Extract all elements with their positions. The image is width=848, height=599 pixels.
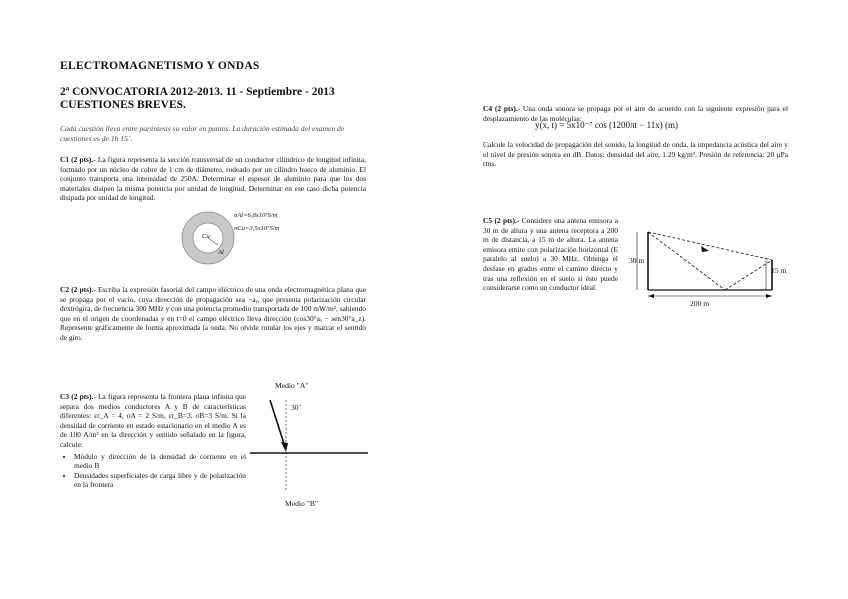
exam-note: Cada cuestión lleva entre paréntesis su valor en puntos. La duración estimada del examen de cuestiones es de 1h 15´.	[60, 124, 345, 143]
question-c3	[60, 392, 246, 490]
direct-path	[648, 232, 772, 260]
h1-label: 30 m	[629, 256, 645, 265]
c3-bullet: • Densidades superficiales de carga libre y de polarización en la frontera	[74, 471, 246, 490]
distance-label: 200 m	[690, 299, 710, 308]
medio-b-label: Medio "B"	[285, 499, 318, 508]
question-c2	[60, 285, 366, 343]
question-c5-head: C5 (2 pts).-	[483, 216, 520, 225]
question-c4-text2: Calcule la velocidad de propagación del sonido, la longitud de onda, la impedancia acústica del aire y el nivel de presión sonora en dB. Datos: densidad del aire, 1.29 kg/m³. Presión de referencia: 20 μPa rms.	[483, 140, 788, 169]
exam-convocatoria: 2ª CONVOCATORIA 2012-2013. 11 - Septiembre - 2013	[60, 86, 335, 98]
reflected-path-2	[725, 260, 772, 290]
c3-figure	[250, 390, 370, 500]
question-c1-head: C1 (2 pts).-	[60, 155, 96, 164]
reflected-path-1	[648, 232, 725, 290]
question-c3-head: C3 (2 pts).-	[60, 392, 96, 401]
c5-figure	[625, 220, 795, 315]
question-c5-text: Considere una antena emisora a 30 m de altura y una antena receptora a 200 m de distancia, a 15 m de altura. La antena emisora emite con polarización horizontal (E paralelo al suelo) a 30 MHz. Obtenga el desfase en grados entre el camino directo y tras una reflexión en el suelo si éste puede considerarse como un conductor ideal.	[483, 216, 618, 293]
question-c4-text: Una onda sonora se propaga por el aire de acuerdo con la siguiente expresión para el desplazamiento de las moléculas:	[483, 104, 788, 123]
c4-formula: y(x, t) = 5x10⁻⁷ cos (1200πt − 11x) (m)	[535, 120, 678, 130]
medio-a-label: Medio "A"	[275, 381, 309, 390]
section-title: CUESTIONES BREVES.	[60, 99, 186, 111]
c3-bullet-list	[60, 452, 246, 490]
sigma-cu-label: σCu=3,5x10⁷S/m	[234, 225, 280, 232]
arrow-head-icon	[701, 246, 709, 252]
fig-outer-label: Al	[218, 249, 224, 256]
h2-label: 15 m	[771, 266, 787, 275]
question-c4-head: C4 (2 pts).-	[483, 104, 521, 113]
question-c3-text: La figura representa la frontera plana infinita que separa dos medios conductores A y B de características diferentes: εr_A = 4, σA = 2 S/m, εr_B=3, σB=3 S/m. Si la densidad de corriente en estado estacionario en el medio A es de 100 A/m² en la dirección y sentido señalado en la figura, calcule:	[60, 392, 246, 449]
angle-label: 30˚	[291, 403, 302, 412]
fig-core-label: Cu	[202, 233, 210, 240]
question-c5	[483, 216, 618, 293]
c1-figure	[178, 210, 298, 270]
exam-title: ELECTROMAGNETISMO Y ONDAS	[60, 60, 260, 72]
question-c1-text: La figura representa la sección transversal de un conductor cilíndrico de longitud infinita, formado por un núcleo de cobre de 1 cm de diámetro, rodeado por un cilindro hueco de aluminio. El conjunto transporta una intensidad de 250A. Determinar el espesor de aluminio para que los dos materiales disipen la misma potencia por unidad de longitud. Determinar en ese caso dicha potencia disipada por unidad de longitud.	[60, 155, 366, 203]
c3-bullet: • Módulo y dirección de la densidad de corriente en el medio B	[74, 452, 246, 471]
arrow-head-icon	[281, 442, 288, 452]
sigma-al-label: σAl=6,8x10⁷S/m	[234, 212, 278, 219]
question-c2-head: C2 (2 pts).-	[60, 285, 96, 294]
question-c1	[60, 155, 366, 203]
question-c2-text: Escriba la expresión fasorial del campo eléctrico de una onda electromagnética plana que se propaga por el vacío, cuya dirección de propagación sea −aᵧ, que presenta polarización circular dextrógira, de frecuencia 300 MHz y con una potencia promedio transportada de 100 mW/m², sabiendo que en el origen de coordenadas y en t=0 el campo eléctrico lleva dirección (cos30°aₓ − sen30°a_z). Represente gráficamente de forma aproximada la onda. No olvide rotular los ejes y marcar el sentido de giro.	[60, 285, 366, 342]
